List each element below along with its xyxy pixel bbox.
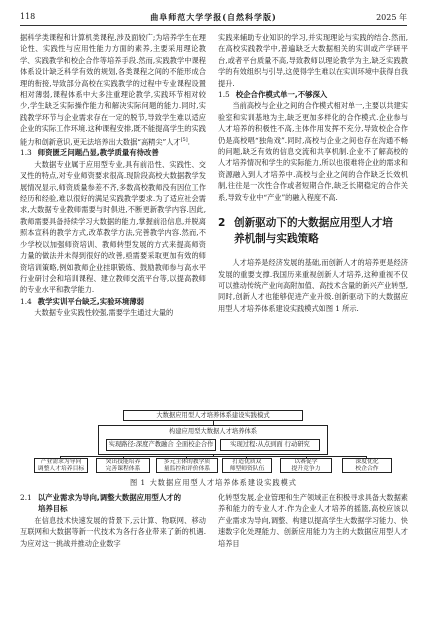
diagram-strategy-node: 多元主体的教学质 量监控和评价体系: [156, 458, 218, 473]
paragraph: 人才培养是经济发展的基础,而创新人才的培养更是经济发展的重要支撑.我国历来重视创新人才培养,这种重视不仅可以推动传统产业向高附加值、高技术含量的新兴产业转型,同时,创新人才也能够促进产业升级.创新驱动下的大数据应用型人才培养体系建设实践模式如图 1 所示.: [218, 258, 408, 313]
bottom-left-column: [20, 492, 206, 632]
diagram-system-title: 构建应用型大数据人才培养体系: [168, 427, 258, 435]
diagram-strategy-node: 打造优质双 师型师资队伍: [222, 458, 272, 473]
right-column: [218, 32, 408, 408]
left-column: [20, 32, 206, 408]
section-heading-1-4: 1.4 教学实训平台缺乏,实验环境薄弱: [20, 296, 145, 306]
connector-bus: [60, 456, 366, 457]
page-number: 118: [20, 12, 36, 21]
bottom-right-column: [218, 492, 408, 632]
diagram-path-box: 实现路径:深度产教融合 全面校企合作: [106, 439, 216, 451]
diagram-strategy-node: 深度优化 校企合作: [342, 458, 392, 473]
diagram-strategy-node: 以赛促学 提升竞争力: [280, 458, 332, 473]
paragraph: 大数据专业属于应用型专业,具有前沿性、实践性、交叉性的特点,对专业师资要求很高.现阶段高校大数据教学发展情况显示,师资质量参差不齐,多数高校教师没有因位工作经历和经验,难以很好的满足实践教学要求.为了适应社会需求,大数据专业教师需要与时俱进,不断更新教学内容.因此,教师需要具备持续学习大数据的能力,掌握前沿信息,并脱离照本宣科的教学方式,改革教学方法,完善教学内容.然而,不少学校以加强师资培训、教师转型发展的方式来提高师资力量的做法并未得到很好的改善,亟需要采取更加有效的师资培训策略,例如教师企业挂职锻炼、鼓励教师参与高水平行业研讨会和培训课程、建立教师交流平台等,以提高教师的专业水平和教学能力.: [20, 159, 206, 295]
section-heading-1-5: 1.5 校企合作模式单一,不够深入: [218, 90, 328, 100]
citation-ref[interactable]: [5]: [180, 136, 188, 143]
journal-title: 曲阜师范大学学报(自然科学版): [150, 12, 277, 22]
figure-1-diagram: [28, 408, 400, 474]
section-heading-1-3: 1.3 师资匮乏问题凸显,教学质量有待改善: [20, 148, 159, 158]
figure-caption: 图 1 大数据应用型人才培养体系建设实践模式: [130, 478, 297, 487]
paragraph: 当前高校与企业之间的合作模式相对单一,主要以共建实验室和实训基地为主,缺乏更加多样化的合作模式.企业参与人才培养的积极性不高,主体作用发挥不充分,导致校企合作仍是高校唱“独角戏”.同时,高校与企业之间也存在沟通不畅的问题,缺乏有效的信息交流和共享机制.企业不了解高校的人才培养情况和学生的实际能力,所以也很难将企业的需求和资源融入到人才培养中.高校与企业之间的合作缺乏长效机制,往往是一次性合作或者短期合作,缺乏长期稳定的合作关系,导致专业中“产业”的融入程度不高.: [218, 101, 408, 202]
section-heading-2-1: 2.1 以产业需求为导向,调整大数据应用型人才的 培养目标: [20, 493, 181, 514]
page-header: [20, 10, 407, 26]
paragraph: 在信息技术快速发展的背景下,云计算、物联网、移动互联网和大数据等新一代技术为各行各业带来了新的机遇.为应对这一挑战并推动企业数字: [20, 515, 206, 548]
paragraph: 化转型发展,企业管理和生产领域正在积极寻求具备大数据素养和能力的专业人才.作为企业人才培养的摇篮,高校应该以产业需求为导向,调整、构建以提高学生大数据学习能力、快速数字化处理能力、创新应用能力为主的大数据应用型人才培养目: [218, 493, 408, 548]
diagram-top-node: 大数据应用型人才培养体系建设实践模式: [123, 410, 303, 421]
diagram-strategy-node: 产业需求为导向 调整人才培养目标: [34, 458, 88, 473]
publication-year: 2025 年: [376, 13, 407, 22]
paragraph: 大数据专业实践性较强,需要学生通过大量的: [34, 308, 174, 318]
paragraph: 据科学类课程和计算机类课程,涉及面较广;为培养学生在理论性、实践性与应用性能力方面的素养,主要采用理论教学、实践教学和校企合作等培养手段.然而,实践教学中课程体系设计缺乏科学有效的规划,各类课程之间的不能形成合理的衔接,导致部分高校在实践教学的过程中专业课程设置相对薄弱,课程体系中大多注重理论教学,实践环节相对较少,学生缺乏实际操作能力和解决实际问题的能力.同时,实践教学环节与企业需求存在一定的脱节,导致学生难以适应企业的实际工作环境.这种课程安排,既不能提高学生的实践能力和创新意识,更无法培养出大数据“高精尖”人才[5].: [20, 33, 206, 147]
diagram-strategy-node: 突出技能培养 完善课程体系: [96, 458, 150, 473]
diagram-process-box: 实现过程:从点到面 行动研究: [220, 439, 320, 451]
paragraph: 实践来辅助专业知识的学习,并实现理论与实践的结合.然而,在高校实践教学中,普遍缺乏大数据相关的实训或产学研平台,或者平台质量不高,导致教师以理论教学为主,缺乏实践教学的有效组织与引导,这使得学生难以在实训环境中获得自我提升.: [218, 33, 408, 88]
chapter-heading-2: 2 创新驱动下的大数据应用型人才培 养机制与实践策略: [218, 217, 393, 246]
